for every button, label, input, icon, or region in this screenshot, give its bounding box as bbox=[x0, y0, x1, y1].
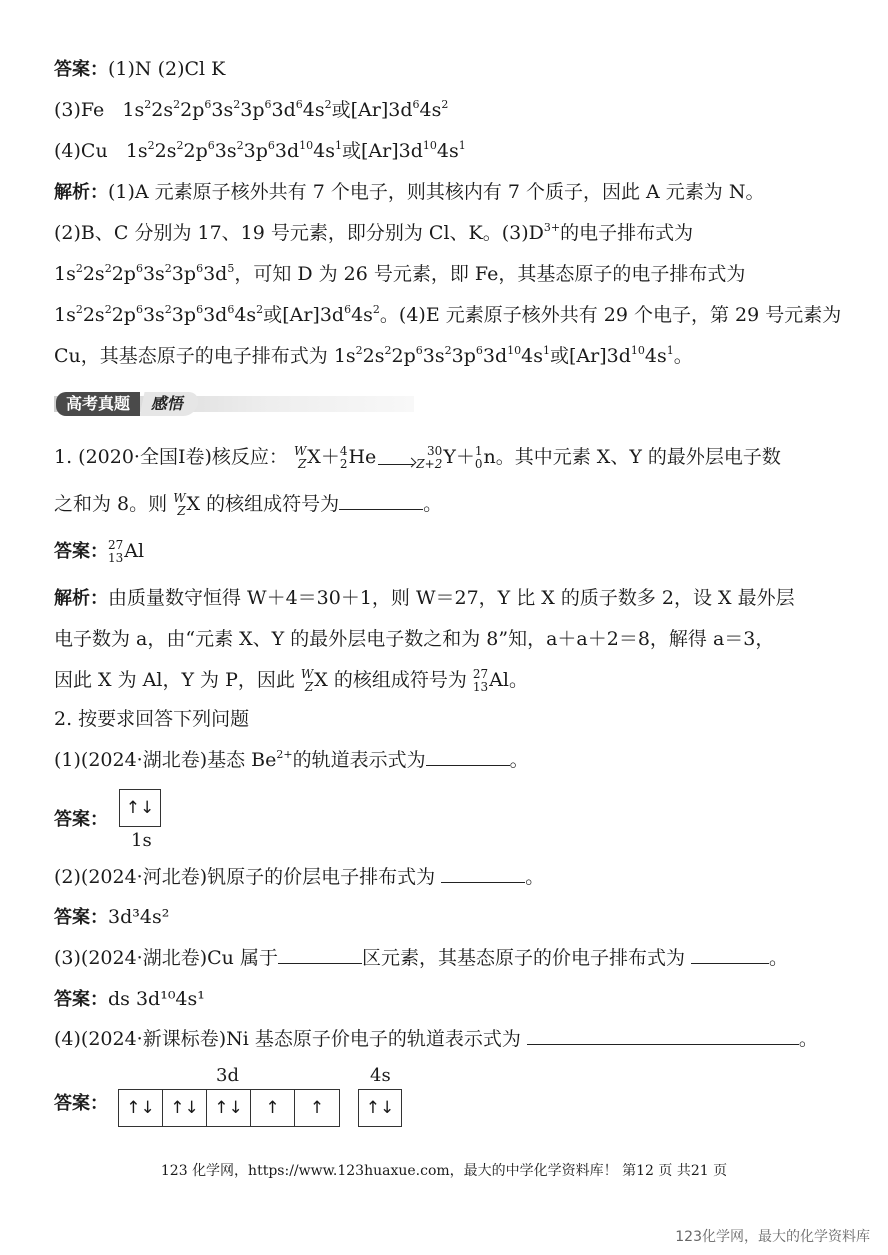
q2-part-3: (3)(2024·湖北卷)Cu 属于 区元素，其基态原子的价电子排布式为 。 bbox=[54, 947, 789, 969]
orbital-cell: ↑↓ bbox=[119, 1090, 163, 1126]
prev-analysis-line-2: (2)B、C 分别为 17、19 号元素，即分别为 Cl、K。$(3)D^{3+}$的电子排布式为 bbox=[54, 221, 694, 244]
q1-analysis-line-2: 电子数为 a，由“元素 X、Y 的最外层电子数之和为 8”知，a＋a＋2＝8，解得 a＝3， bbox=[54, 628, 775, 650]
q2-title: 2. 按要求回答下列问题 bbox=[54, 708, 250, 730]
q2-p4-answer-label: 答案： bbox=[54, 1093, 108, 1114]
orbital-cell: ↑↓ bbox=[207, 1090, 251, 1126]
q2-part-4: (4)(2024·新课标卷)Ni 基态原子价电子的轨道表示式为 。 bbox=[54, 1028, 818, 1050]
orbital-box-3d bbox=[118, 1089, 340, 1127]
q1-answer: 答案： 27 13 Al bbox=[54, 538, 145, 565]
orbital-label-3d: 3d bbox=[216, 1065, 239, 1086]
banner-left: 高考真题 bbox=[56, 392, 140, 416]
q1-stem-line-2: 之和为 8。则 W Z X 的核组成符号为 。 bbox=[54, 491, 443, 518]
prev-analysis-line-1: 解析：(1)A 元素原子核外共有 7 个电子，则其核内有 7 个质子，因此 A 元素为 N。 bbox=[54, 181, 765, 203]
q1-stem-line-1: 1. (2020·全国Ⅰ卷)核反应： W Z X＋ 4 2 He 30 Z+2 Y＋ 1 0 n。其中元素 X、Y 的最外层电子数 bbox=[54, 444, 781, 471]
q1-analysis-line-1: 解析：由质量数守恒得 W＋4＝30＋1，则 W＝27，Y 比 X 的质子数多 2，设 X 最外层 bbox=[54, 587, 795, 609]
orbital-label-1s: 1s bbox=[131, 830, 152, 851]
orbital-label-4s: 4s bbox=[370, 1065, 391, 1086]
prev-analysis-line-4: $1s^22s^22p^63s^23p^63d^64s^2$或$[Ar]3d^64s^2$。(4)E 元素原子核外共有 29 个电子，第 29 号元素为 bbox=[54, 303, 842, 326]
analysis-label: 解析： bbox=[54, 182, 108, 203]
q1-analysis-line-3: 因此 X 为 Al，Y 为 P，因此 W Z X 的核组成符号为 27 13 Al。 bbox=[54, 667, 528, 694]
orbital-cell: ↑↓ bbox=[125, 798, 155, 818]
q2-p1-answer-label: 答案： bbox=[54, 809, 108, 830]
banner-right: 感悟 bbox=[139, 392, 200, 416]
prev-answer-3: (3)Fe $1s^22s^22p^63s^23p^63d^64s^2$或$[Ar]3d^64s^2$ bbox=[54, 98, 449, 121]
orbital-box-4s bbox=[358, 1089, 402, 1127]
q2-p1-blank[interactable] bbox=[426, 747, 510, 766]
prev-answer-4: (4)Cu $1s^22s^22p^63s^23p^63d^{10}4s^1$或$[Ar]3d^{10}4s^1$ bbox=[54, 139, 466, 162]
watermark: 123化学网，最大的化学资料库 bbox=[675, 1229, 870, 1245]
section-banner bbox=[54, 392, 414, 416]
orbital-box-1s bbox=[119, 789, 161, 827]
reaction-arrow bbox=[378, 452, 414, 465]
answer-label: 答案： bbox=[54, 541, 108, 562]
orbital-cell: ↑ bbox=[309, 1098, 325, 1118]
q2-p3-blank-1[interactable] bbox=[278, 945, 362, 964]
orbital-cell: ↑ bbox=[251, 1090, 295, 1126]
orbital-cell: ↑↓ bbox=[365, 1098, 395, 1118]
orbital-cell: ↑↓ bbox=[163, 1090, 207, 1126]
q2-part-1: (1)(2024·湖北卷)基态 $Be^{2+}$的轨道表示式为 。 bbox=[54, 748, 529, 771]
q1-answer-blank[interactable] bbox=[339, 491, 423, 510]
prev-analysis-line-5: Cu，其基态原子的电子排布式为 $1s^22s^22p^63s^23p^63d^{10}4s^1$或$[Ar]3d^{10}4s^1$。 bbox=[54, 344, 693, 367]
answer-label: 答案： bbox=[54, 59, 108, 80]
q2-p3-blank-2[interactable] bbox=[691, 945, 769, 964]
prev-answer-1-2: 答案：(1)N (2)Cl K bbox=[54, 58, 226, 80]
analysis-label: 解析： bbox=[54, 588, 108, 609]
q2-part-2: (2)(2024·河北卷)钒原子的价层电子排布式为 。 bbox=[54, 866, 545, 888]
prev-analysis-line-3: $1s^22s^22p^63s^23p^63d^5$，可知 D 为 26 号元素，即 Fe，其基态原子的电子排布式为 bbox=[54, 262, 746, 285]
q2-p3-answer: 答案：ds 3d¹⁰4s¹ bbox=[54, 988, 205, 1010]
q2-p2-answer: 答案：3d³4s² bbox=[54, 906, 170, 928]
page-footer: 123 化学网，https://www.123huaxue.com，最大的中学化学资料库！ 第12 页 共21 页 bbox=[160, 1163, 728, 1179]
q2-p4-blank[interactable] bbox=[527, 1026, 799, 1045]
q2-p2-blank[interactable] bbox=[441, 864, 525, 883]
